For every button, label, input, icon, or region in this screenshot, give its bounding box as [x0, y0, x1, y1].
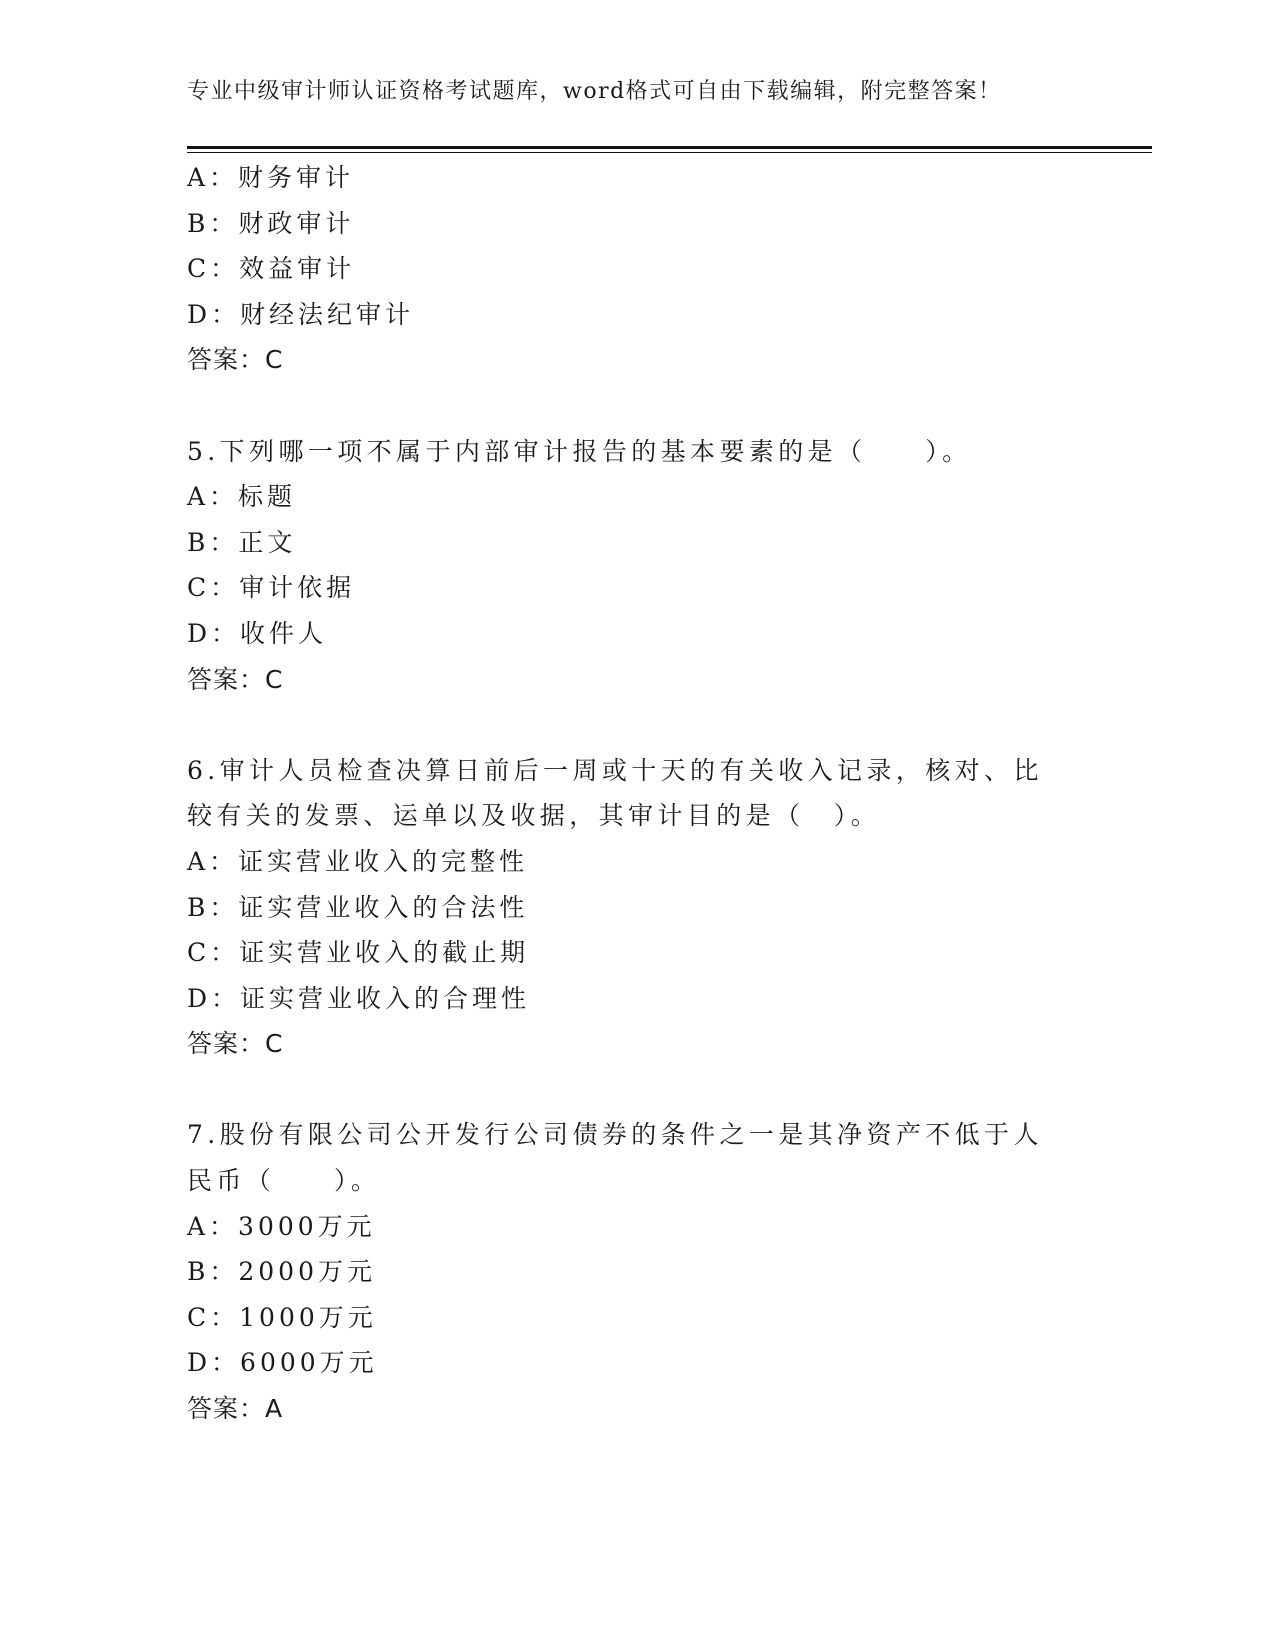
option-c: C：审计依据 [187, 573, 356, 603]
option-a: A：证实营业收入的完整性 [187, 846, 529, 876]
spacer [187, 383, 1067, 429]
option-b: B：2000万元 [187, 1257, 376, 1287]
option-a: A：标题 [187, 482, 297, 512]
question-7 [187, 1112, 1067, 1431]
option-d: D：6000万元 [187, 1348, 378, 1378]
answer: 答案：C [187, 1029, 284, 1059]
spacer [187, 1067, 1067, 1113]
question-stem: 5.下列哪一项不属于内部审计报告的基本要素的是（ ）。 [187, 436, 972, 466]
option-c: C：效益审计 [187, 254, 356, 284]
answer: 答案：C [187, 345, 284, 375]
option-c: C：证实营业收入的截止期 [187, 938, 530, 968]
option-c: C：1000万元 [187, 1302, 377, 1332]
option-d: D：财经法纪审计 [187, 299, 415, 329]
option-a: A：财务审计 [187, 163, 355, 192]
page-header: 专业中级审计师认证资格考试题库，word格式可自由下载编辑，附完整答案！ [187, 79, 1002, 104]
header-rule-thick [187, 146, 1152, 149]
question-5 [187, 429, 1067, 703]
question-6 [187, 748, 1067, 1067]
option-a: A：3000万元 [187, 1211, 376, 1241]
question-stem: 6.审计人员检查决算日前后一周或十天的有关收入记录，核对、比较有关的发票、运单以及收据，其审计目的是（ ）。 [187, 755, 1043, 831]
answer: 答案：C [187, 664, 284, 694]
option-d: D：收件人 [187, 618, 328, 648]
option-b: B：正文 [187, 527, 297, 557]
option-b: B：财政审计 [187, 208, 355, 238]
document-body [187, 155, 1067, 1432]
question-stem: 7.股份有限公司公开发行公司债券的条件之一是其净资产不低于人民币（ ）。 [187, 1120, 1043, 1196]
option-d: D：证实营业收入的合理性 [187, 983, 531, 1013]
partial-question [187, 155, 1067, 383]
header-rule-thin [187, 152, 1152, 153]
spacer [187, 702, 1067, 748]
answer: 答案：A [187, 1394, 284, 1424]
option-b: B：证实营业收入的合法性 [187, 892, 529, 922]
